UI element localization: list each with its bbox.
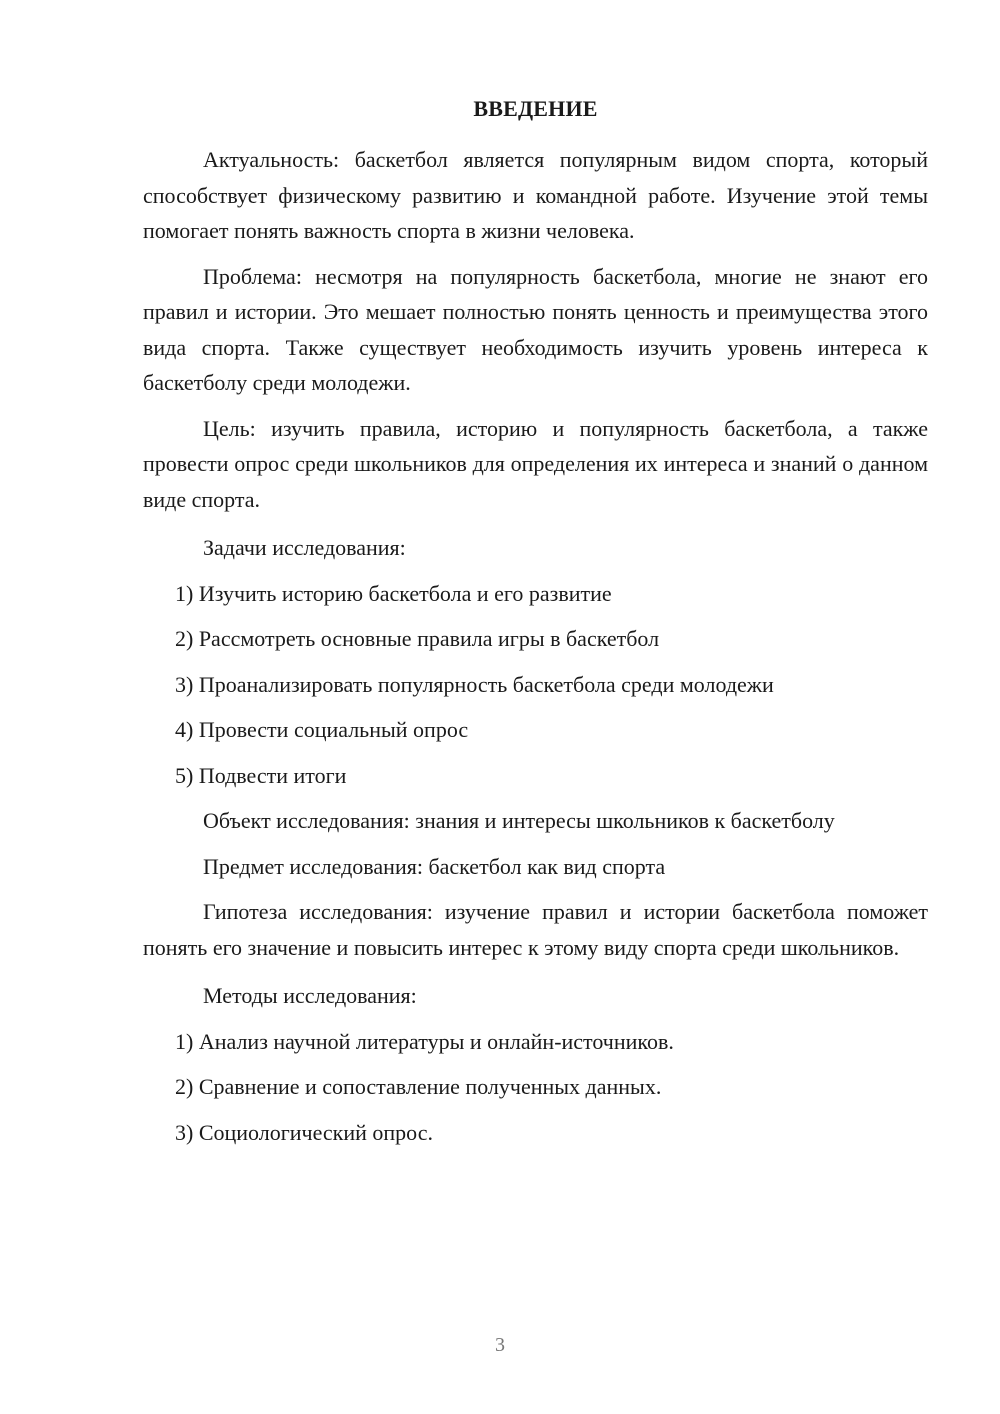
hypothesis-paragraph: Гипотеза исследования: изучение правил и истории баскетбола поможет понять его значение и повысить интерес к этому виду спорта среди школьников. (143, 899, 928, 960)
section-title: ВВЕДЕНИЕ (473, 96, 598, 121)
goal-paragraph: Цель: изучить правила, историю и популярность баскетбола, а также провести опрос среди школьников для определения их интереса и знаний о данном виде спорта. (143, 415, 928, 512)
object-paragraph: Объект исследования: знания и интересы школьников к баскетболу (203, 808, 835, 833)
method-item: 3) Социологический опрос. (175, 1119, 433, 1145)
task-item: 4) Провести социальный опрос (175, 717, 469, 742)
subject-paragraph: Предмет исследования: баскетбол как вид спорта (203, 853, 666, 879)
problem-paragraph: Проблема: несмотря на популярность баскетбола, многие не знают его правил и истории. Это мешает полностью понять ценность и преимущества этого вида спорта. Также существует необходимость изучить уровень интереса к баскетболу среди молодежи. (143, 263, 928, 395)
task-item: 2) Рассмотреть основные правила игры в баскетбол (175, 626, 660, 651)
relevance-paragraph: Актуальность: баскетбол является популярным видом спорта, который способствует физическому развитию и командной работе. Изучение этой темы помогает понять важность спорта в жизни человека. (143, 147, 928, 243)
task-item: 3) Проанализировать популярность баскетбола среди молодежи (175, 671, 774, 697)
method-item: 1) Анализ научной литературы и онлайн-источников. (175, 1028, 674, 1054)
page-number: 3 (495, 1334, 505, 1356)
document-body (143, 142, 928, 1150)
task-item: 5) Подвести итоги (175, 762, 347, 788)
method-item: 2) Сравнение и сопоставление полученных данных. (175, 1074, 662, 1099)
methods-heading: Методы исследования: (203, 983, 417, 1008)
task-item: 1) Изучить историю баскетбола и его развитие (175, 580, 612, 606)
tasks-heading: Задачи исследования: (203, 535, 406, 560)
